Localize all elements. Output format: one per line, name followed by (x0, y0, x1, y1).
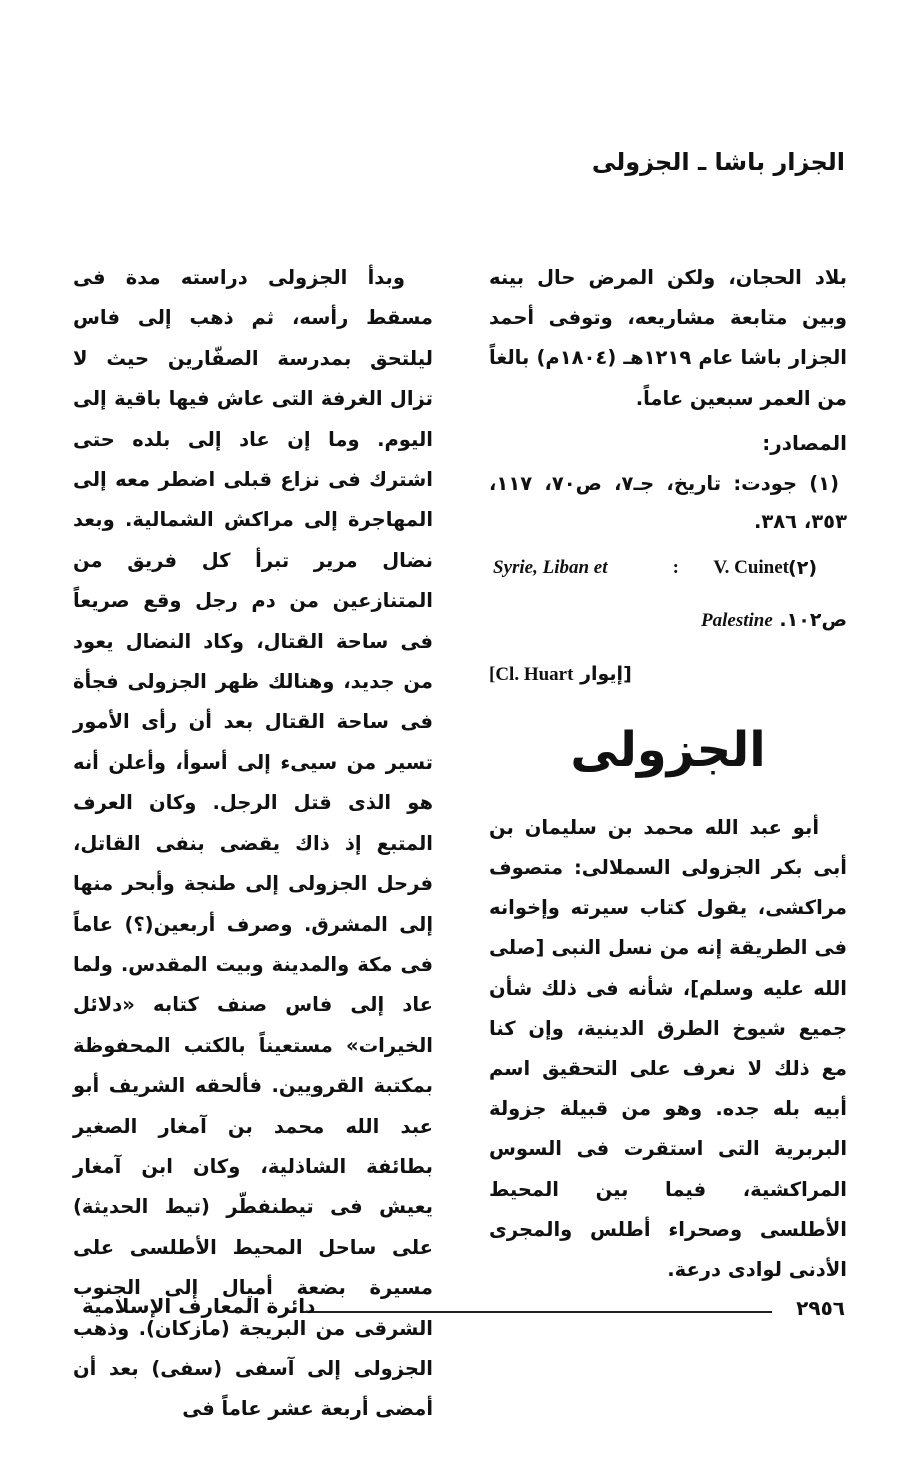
reference-2-title: Syrie, Liban et (493, 556, 608, 578)
footer-divider (300, 1311, 772, 1313)
right-column (489, 258, 847, 1290)
reference-2-page: ص١٠٢. (779, 608, 847, 631)
reference-2-title-end: Palestine (701, 609, 773, 631)
reference-2-author: V. Cuinet (713, 556, 789, 578)
page-number: ٢٩٥٦ (796, 1296, 845, 1320)
reference-2 (489, 549, 847, 593)
author-name-arabic: [إيوار (580, 662, 632, 685)
reference-2-continuation (489, 601, 847, 640)
running-title: الجزار باشا ـ الجزولى (591, 148, 845, 176)
article-author (489, 659, 847, 690)
intro-paragraph: بلاد الحجان، ولكن المرض حال بينه وبين متابعة مشاريعه، وتوفى أحمد الجزار باشا عام ١٢١٩هـ (١٨٠٤م) بالغاً من العمر سبعين عاماً. (489, 266, 847, 410)
reference-2-number: (٢) (788, 556, 817, 579)
article-paragraph: أبو عبد الله محمد بن سليمان بن أبى بكر الجزولى السملالى: متصوف مراكشى، يقول كتاب سيرته وإخوانه فى الطريقة إنه من نسل النبى [صلى الله عليه وسلم]، شأنه فى ذلك شأن جميع شيوخ الطرق الدينية، وإن كنا مع ذلك لا نعرف على التحقيق اسم أبيه بله جده. وهو من قبيلة جزولة البربرية التى استقرت فى السوس المراكشية، فيما بين المحيط الأطلسى وصحراء أطلس والمجرى الأدنى لوادى درعة. (489, 815, 847, 1282)
author-name-latin: Cl. Huart] (489, 663, 574, 685)
sources-heading: المصادر: (762, 430, 847, 455)
reference-1: (١) جودت: تاريخ، جـ٧، ص٧٠، ١١٧، ٣٥٣، ٣٨٦. (489, 471, 847, 533)
reference-2-colon: : (672, 556, 679, 578)
article-title: الجزولى (570, 721, 766, 778)
left-column-paragraph: وبدأ الجزولى دراسته مدة فى مسقط رأسه، ثم ذهب إلى فاس ليلتحق بمدرسة الصفّارين حيث لا تزال الغرفة التى عاش فيها باقية إلى اليوم. وما إن عاد إلى بلده حتى اشترك فى نزاع قبلى اضطر معه إلى المهاجرة إلى مراكش الشمالية. وبعد نضال مرير تبرأ كل فريق من المتنازعين من دم رجل وقع صريعاً فى ساحة القتال، وكاد النضال يعود من جديد، وهنالك ظهر الجزولى فجأة فى ساحة القتال بعد أن رأى الأمور تسير من سيىء إلى أسوأ، وأعلن أنه هو الذى قتل الرجل. وكان العرف المتبع إذ ذاك يقضى بنفى القاتل، فرحل الجزولى إلى طنجة وأبحر منها إلى المشرق. وصرف أربعين(؟) عاماً فى مكة والمدينة وبيت المقدس. ولما عاد إلى فاس صنف كتابه «دلائل الخيرات» مستعيناً بالكتب المحفوظة بمكتبة القرويين. فألحقه الشريف أبو عبد الله محمد بن آمغار الصغير بطائفة الشاذلية، وكان ابن آمغار يعيش فى تيطنفطّر (تيط الحديثة) على ساحل المحيط الأطلسى على مسيرة بضعة أميال إلى الجنوب الشرقى من البريجة (مازكان). وذهب الجزولى إلى آسفى (سفى) بعد أن أمضى أربعة عشر عاماً فى (73, 266, 433, 1421)
left-column (73, 258, 433, 1430)
journal-name: دائرة المعارف الإسلامية (82, 1294, 316, 1318)
